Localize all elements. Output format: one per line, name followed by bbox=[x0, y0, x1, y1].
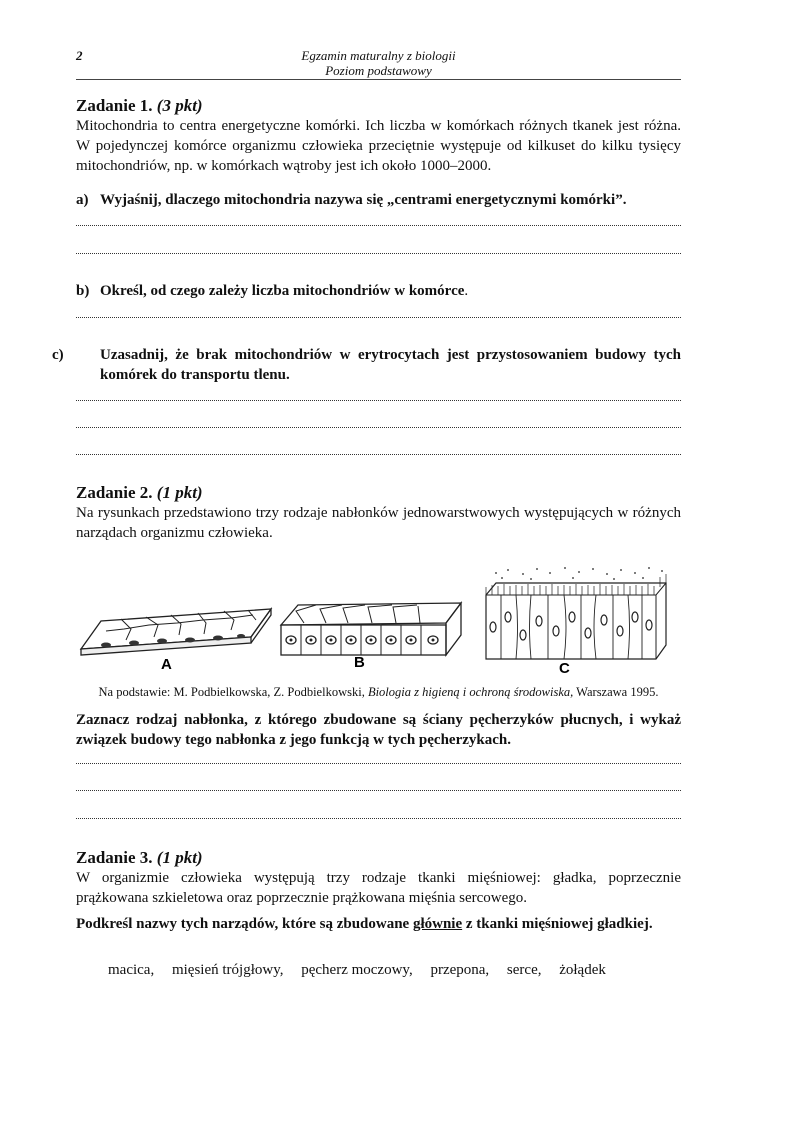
task3-points: (1 pkt) bbox=[156, 848, 203, 867]
task1 bbox=[76, 96, 681, 176]
epithelium-b-drawing bbox=[281, 603, 461, 655]
epithelium-a-drawing bbox=[81, 609, 271, 655]
task1-b-tail: . bbox=[464, 283, 469, 299]
answer-line[interactable] bbox=[76, 313, 681, 323]
task2-points: (1 pkt) bbox=[156, 483, 203, 502]
caption-pre: Na podstawie: M. Podbielkowska, Z. Podbielkowski, bbox=[98, 685, 368, 699]
task3 bbox=[76, 848, 681, 908]
answer-line[interactable] bbox=[76, 759, 681, 769]
header-title-line1: Egzamin maturalny z biologii bbox=[301, 48, 456, 63]
answer-line[interactable] bbox=[76, 814, 681, 824]
task2-title: Zadanie 2. bbox=[76, 483, 153, 502]
task1-question-a bbox=[76, 190, 681, 210]
answer-line[interactable] bbox=[76, 450, 681, 460]
organ-item[interactable]: macica, bbox=[108, 962, 155, 978]
epithelium-label-b: B bbox=[354, 654, 365, 671]
task1-c-label: c) bbox=[52, 347, 64, 363]
task1-heading bbox=[76, 96, 681, 116]
task3-intro: W organizmie człowieka występują trzy rodzaje tkanki mięśniowej: gładka, poprzecznie prążkowana szkieletowa oraz poprzecznie prążkowana mięśnia sercowego. bbox=[76, 870, 681, 906]
caption-post: Warszawa 1995. bbox=[573, 685, 659, 699]
task3-q-underlined: głównie bbox=[412, 916, 463, 932]
task1-a-label: a) bbox=[76, 192, 89, 208]
task3-q-post: z tkanki mięśniowej gładkiej. bbox=[462, 916, 653, 932]
organ-item[interactable]: żołądek bbox=[559, 962, 606, 978]
task2-question bbox=[76, 710, 681, 750]
page-number: 2 bbox=[76, 48, 83, 63]
task1-question-b bbox=[76, 281, 681, 301]
task1-b-label: b) bbox=[76, 283, 90, 299]
answer-line[interactable] bbox=[76, 249, 681, 259]
task1-intro: Mitochondria to centra energetyczne komórki. Ich liczba w komórkach różnych tkanek jest różna. W pojedynczej komórce organizmu człowieka przeciętnie występuje od kilkuset do kilku tysięcy mitochondriów, np. w komórkach wątroby jest ich około 1000–2000. bbox=[76, 118, 681, 174]
task3-question bbox=[76, 914, 681, 934]
organ-item[interactable]: mięsień trójgłowy, bbox=[171, 962, 284, 978]
task1-b-text: Określ, od czego zależy liczba mitochondriów w komórce bbox=[100, 283, 465, 299]
organ-item[interactable]: pęcherz moczowy, bbox=[301, 962, 413, 978]
figure-caption bbox=[76, 684, 681, 700]
epithelium-c-drawing bbox=[486, 567, 666, 659]
task2-intro: Na rysunkach przedstawiono trzy rodzaje nabłonków jednowarstwowych występujących w różnych narządach organizmu człowieka. bbox=[76, 505, 681, 541]
task2-heading bbox=[76, 483, 681, 503]
exam-page bbox=[52, 0, 681, 978]
task1-points: (3 pkt) bbox=[156, 96, 203, 115]
task1-question-c bbox=[52, 345, 681, 385]
organ-item[interactable]: serce, bbox=[506, 962, 542, 978]
task2-question-text: Zaznacz rodzaj nabłonka, z którego zbudowane są ściany pęcherzyków płucnych, i wykaż związek budowy tego nabłonka z jego funkcją w tych pęcherzykach. bbox=[76, 712, 681, 748]
answer-line[interactable] bbox=[76, 423, 681, 433]
task2 bbox=[76, 483, 681, 543]
task3-q-pre: Podkreśl nazwy tych narządów, które są zbudowane bbox=[76, 916, 413, 932]
organ-item[interactable]: przepona, bbox=[430, 962, 490, 978]
epithelium-label-c: C bbox=[559, 660, 570, 677]
task1-c-text: Uzasadnij, że brak mitochondriów w erytrocytach jest przystosowaniem budowy tych komórek do transportu tlenu. bbox=[100, 347, 681, 383]
page-header bbox=[76, 0, 681, 80]
answer-line[interactable] bbox=[76, 396, 681, 406]
caption-title: Biologia z higieną i ochroną środowiska, bbox=[367, 685, 574, 699]
answer-line[interactable] bbox=[76, 786, 681, 796]
header-rule bbox=[76, 79, 681, 80]
organ-list bbox=[108, 960, 681, 980]
task1-title: Zadanie 1. bbox=[76, 96, 153, 115]
header-title-line2: Poziom podstawowy bbox=[325, 63, 432, 78]
epithelium-figure bbox=[76, 565, 681, 677]
header-title bbox=[76, 48, 681, 78]
answer-line[interactable] bbox=[76, 221, 681, 231]
task3-heading bbox=[76, 848, 681, 868]
task1-a-text: Wyjaśnij, dlaczego mitochondria nazywa się „centrami energetycznymi komórki”. bbox=[100, 192, 627, 208]
task3-title: Zadanie 3. bbox=[76, 848, 153, 867]
epithelium-label-a: A bbox=[161, 656, 172, 673]
